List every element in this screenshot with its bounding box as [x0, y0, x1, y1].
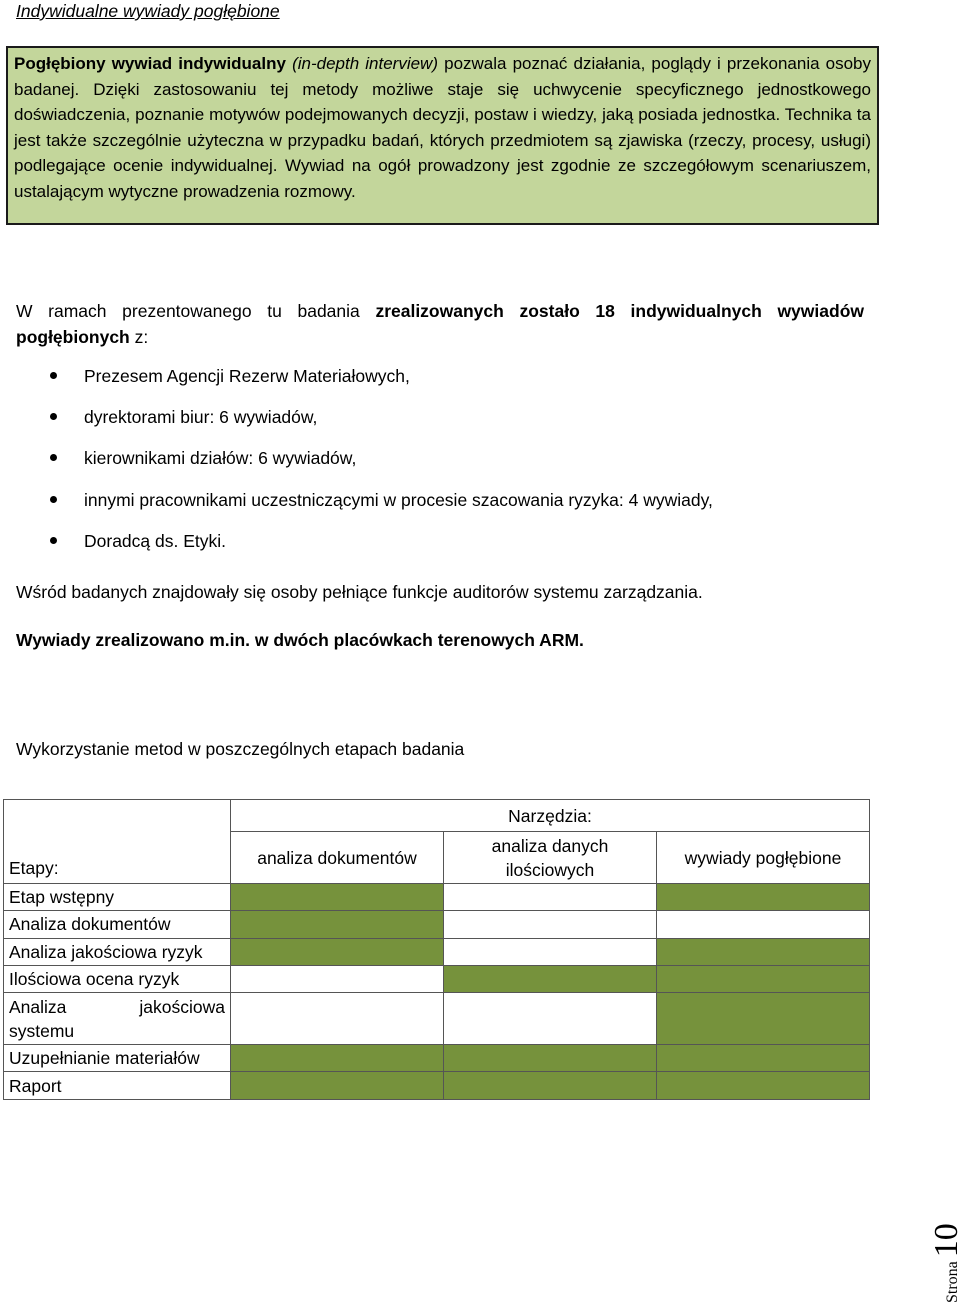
stage-label: Analiza jakościowa ryzyk	[4, 938, 231, 965]
method-cell	[657, 911, 870, 938]
list-item	[0, 404, 900, 445]
bullet-icon	[50, 537, 57, 544]
stage-label	[4, 993, 231, 1045]
intro-bold-term: Pogłębiony wywiad indywidualny	[14, 54, 286, 73]
method-cell	[444, 938, 657, 965]
intro-text: pozwala poznać działania, poglądy i przekonania osoby badanej. Dzięki zastosowaniu tej metody możliwe staje się uchwycenie specyficznego jednostkowego doświadczenia, poznanie motywów podejmowanych decyzji, postaw i wiedzy, jaką posiada jednostka. Technika ta jest także szczególnie użyteczna w przypadku badań, których przedmiotem są zjawiska (rzeczy, procesy, usługi) podlegające ocenie indywidualnej. Wywiad na ogół prowadzony jest zgodnie ze szczegółowym scenariuszem, ustalającym wytyczne prowadzenia rozmowy.	[14, 54, 872, 201]
method-cell	[657, 1072, 870, 1099]
list-item	[0, 528, 900, 569]
methods-table	[3, 799, 870, 1100]
stage-label: Ilościowa ocena ryzyk	[4, 965, 231, 992]
stages-header: Etapy:	[4, 800, 231, 884]
tool-header: wywiady pogłębione	[657, 832, 870, 884]
study-tail: z:	[134, 327, 149, 347]
tools-header: Narzędzia:	[231, 800, 870, 832]
list-item-text: kierownikami działów: 6 wywiadów,	[84, 448, 357, 469]
tool-header: analiza danych ilościowych	[444, 832, 657, 884]
method-cell	[657, 1045, 870, 1072]
method-cell	[231, 1072, 444, 1099]
bullet-icon	[50, 454, 57, 461]
stage-label-word: jakościowa	[139, 996, 225, 1017]
method-cell	[657, 993, 870, 1045]
stage-label: Raport	[4, 1072, 231, 1099]
page-number-value: 10	[928, 1223, 965, 1258]
bullet-icon	[50, 413, 57, 420]
table-row	[4, 884, 870, 911]
table-row	[4, 938, 870, 965]
auditors-note: Wśród badanych znajdowały się osoby pełniące funkcje auditorów systemu zarządzania.	[16, 582, 703, 602]
stage-label: Analiza dokumentów	[4, 911, 231, 938]
study-lead: W ramach prezentowanego tu badania	[16, 301, 360, 321]
list-item-text: innymi pracownikami uczestniczącymi w procesie szacowania ryzyka: 4 wywiady,	[84, 489, 713, 510]
interviewee-list	[0, 363, 900, 569]
stage-label-word: Analiza	[9, 996, 67, 1017]
page-number	[928, 1175, 965, 1303]
method-cell	[231, 884, 444, 911]
study-paragraph	[16, 298, 864, 350]
method-cell	[657, 884, 870, 911]
method-cell	[444, 993, 657, 1045]
method-cell	[657, 965, 870, 992]
list-item-text: Prezesem Agencji Rezerw Materiałowych,	[84, 366, 410, 386]
table-row	[4, 1072, 870, 1099]
stage-label: Etap wstępny	[4, 884, 231, 911]
method-cell	[444, 884, 657, 911]
intro-italic-term: (in-depth interview)	[292, 54, 438, 73]
list-item	[0, 363, 900, 404]
method-cell	[444, 1072, 657, 1099]
table-row	[4, 1045, 870, 1072]
method-cell	[657, 938, 870, 965]
study-bold: zrealizowanych zostało 18 indywidualnych wywiadów pogłębionych	[16, 301, 864, 347]
table-title: Wykorzystanie metod w poszczególnych etapach badania	[16, 739, 465, 759]
section-heading: Indywidualne wywiady pogłębione	[16, 1, 280, 21]
method-cell	[444, 1045, 657, 1072]
method-cell	[444, 911, 657, 938]
stage-label-word: systemu	[9, 1020, 75, 1041]
method-cell	[231, 993, 444, 1045]
table-row	[4, 911, 870, 938]
method-cell	[231, 1045, 444, 1072]
list-item	[0, 487, 900, 528]
list-item-text: Doradcą ds. Etyki.	[84, 530, 226, 551]
intro-box	[6, 46, 879, 225]
table-row	[4, 965, 870, 992]
method-cell	[231, 965, 444, 992]
bullet-icon	[50, 496, 57, 503]
list-item	[0, 445, 900, 486]
locations-note: Wywiady zrealizowano m.in. w dwóch placówkach terenowych ARM.	[16, 630, 584, 650]
method-cell	[444, 965, 657, 992]
method-cell	[231, 938, 444, 965]
method-cell	[231, 911, 444, 938]
list-item-text: dyrektorami biur: 6 wywiadów,	[84, 407, 318, 428]
bullet-icon	[50, 372, 57, 379]
stage-label: Uzupełnianie materiałów	[4, 1045, 231, 1072]
tool-header: analiza dokumentów	[231, 832, 444, 884]
table-row	[4, 993, 870, 1045]
page-label: Strona	[944, 1261, 961, 1303]
